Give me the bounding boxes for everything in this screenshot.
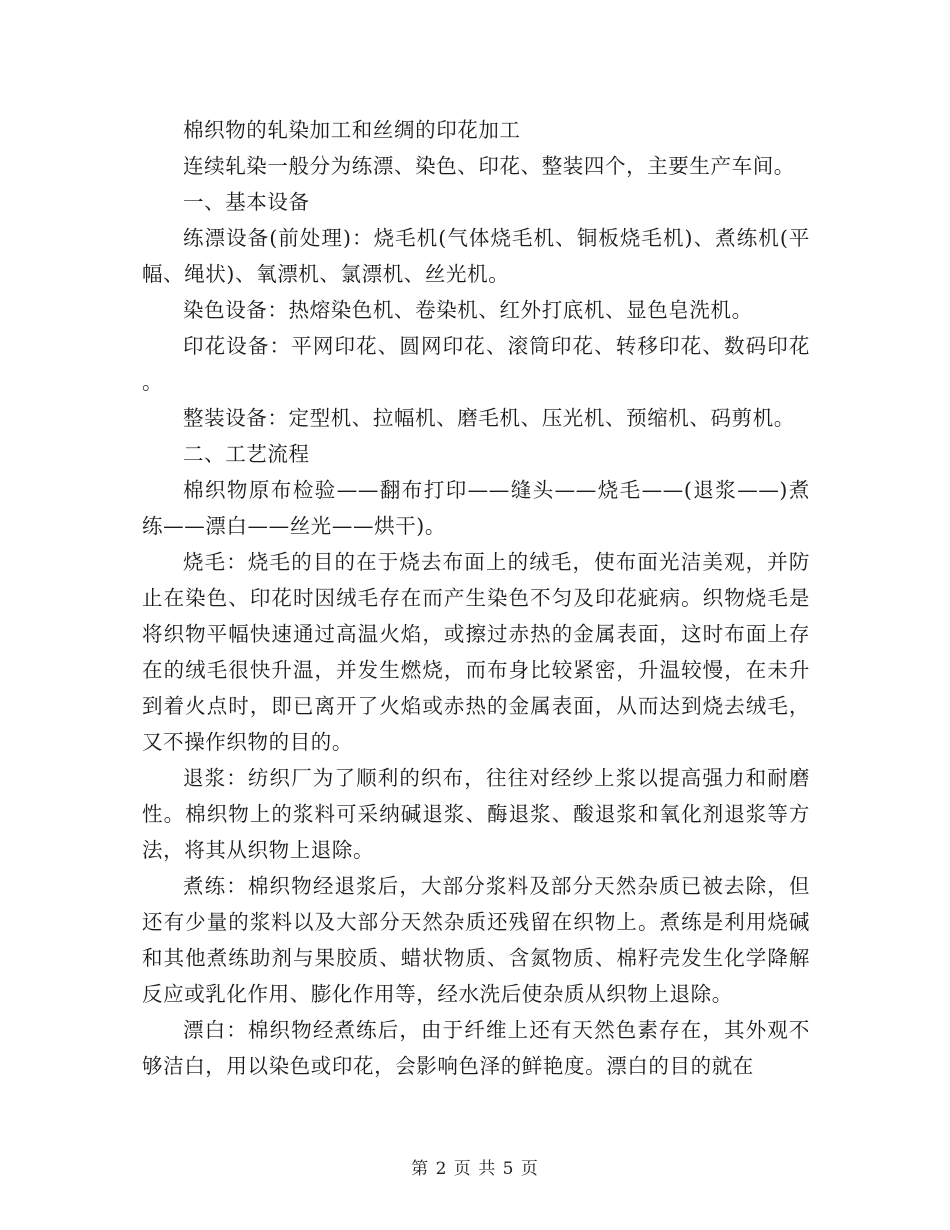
paragraph-printing-equipment: 印花设备：平网印花、圆网印花、滚筒印花、转移印花、数码印花。 <box>142 334 810 394</box>
paragraph-finishing-equipment: 整装设备：定型机、拉幅机、磨毛机、压光机、预缩机、码剪机。 <box>183 406 795 430</box>
paragraph-singeing: 烧毛：烧毛的目的在于烧去布面上的绒毛，使布面光洁美观，并防止在染色、印花时因绒毛存在而产生染色不匀及印花疵病。织物烧毛是将织物平幅快速通过高温火焰，或擦过赤热的金属表面，这时布面上存在的绒毛很快升温，并发生燃烧，而布身比较紧密，升温较慢，在未升到着火点时，即已离开了火焰或赤热的金属表面，从而达到烧去绒毛，又不操作织物的目的。 <box>142 550 810 754</box>
paragraph-pretreatment-equipment: 练漂设备(前处理)：烧毛机(气体烧毛机、铜板烧毛机)、煮练机(平幅、绳状)、氧漂机、氯漂机、丝光机。 <box>142 226 810 286</box>
document-body <box>142 112 810 1084</box>
paragraph-intro: 连续轧染一般分为练漂、染色、印花、整装四个，主要生产车间。 <box>183 154 795 178</box>
paragraph-scouring: 煮练：棉织物经退浆后，大部分浆料及部分天然杂质已被去除，但还有少量的浆料以及大部分天然杂质还残留在织物上。煮练是利用烧碱和其他煮练助剂与果胶质、蜡状物质、含氮物质、棉籽壳发生化学降解反应或乳化作用、膨化作用等，经水洗后使杂质从织物上退除。 <box>142 874 810 1006</box>
paragraph-dyeing-equipment: 染色设备：热熔染色机、卷染机、红外打底机、显色皂洗机。 <box>183 298 753 322</box>
section-heading-equipment: 一、基本设备 <box>183 190 310 214</box>
paragraph-process-flow: 棉织物原布检验——翻布打印——缝头——烧毛——(退浆——)煮练——漂白——丝光——烘干)。 <box>142 478 810 538</box>
page-number-footer: 第 2 页 共 5 页 <box>411 1159 539 1179</box>
paragraph-desizing: 退浆：纺织厂为了顺利的织布，往往对经纱上浆以提高强力和耐磨性。棉织物上的浆料可采纳碱退浆、酶退浆、酸退浆和氧化剂退浆等方法，将其从织物上退除。 <box>142 766 810 862</box>
paragraph-bleaching: 漂白：棉织物经煮练后，由于纤维上还有天然色素存在，其外观不够洁白，用以染色或印花，会影响色泽的鲜艳度。漂白的目的就在 <box>142 1018 810 1078</box>
section-heading-process: 二、工艺流程 <box>183 442 310 466</box>
document-title: 棉织物的轧染加工和丝绸的印花加工 <box>183 118 521 142</box>
